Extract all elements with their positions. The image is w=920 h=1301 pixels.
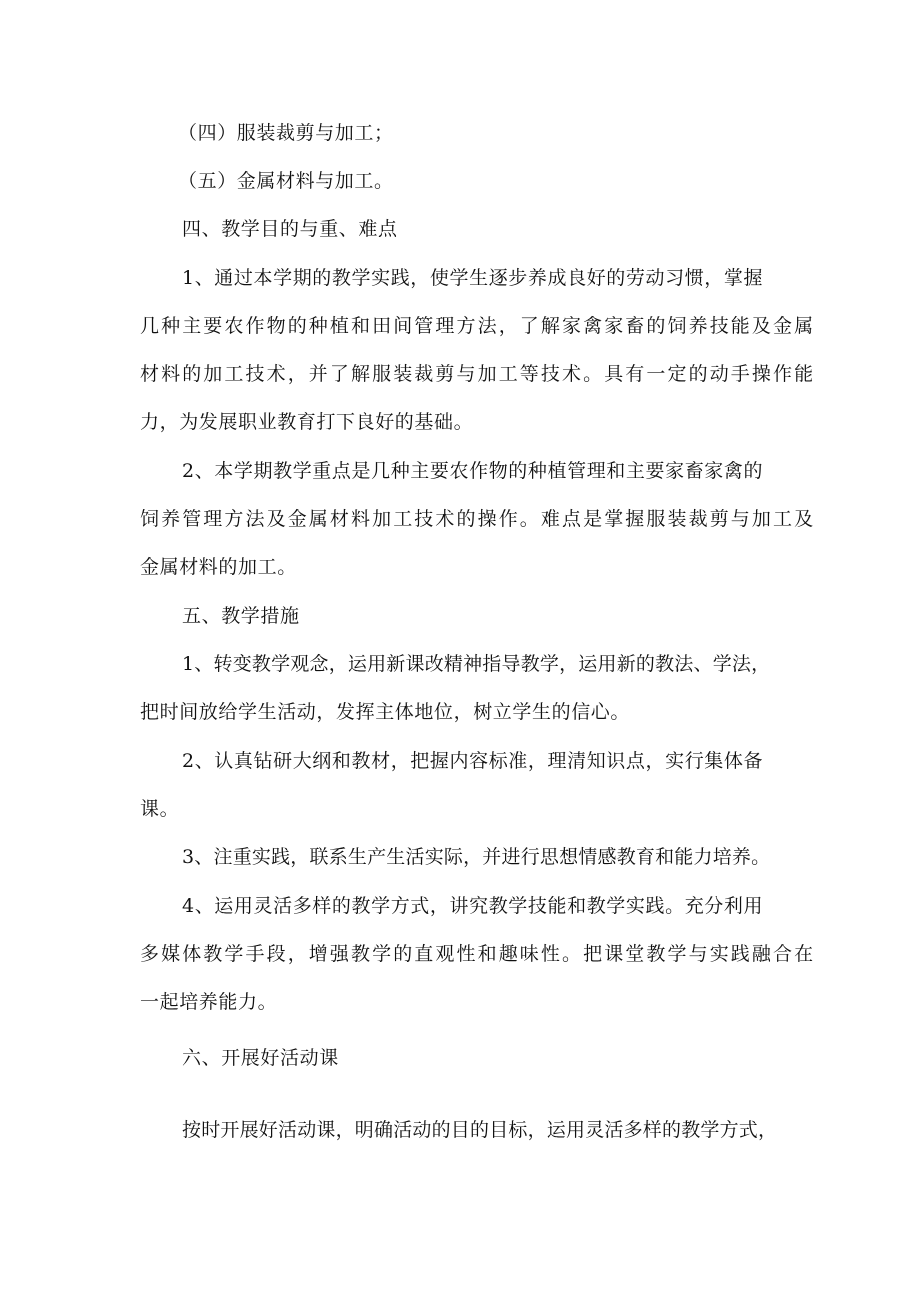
paragraph-line: 2、本学期教学重点是几种主要农作物的种植管理和主要家畜家禽的 bbox=[182, 460, 764, 482]
paragraph-line: 多媒体教学手段，增强教学的直观性和趣味性。把课堂教学与实践融合在 bbox=[140, 943, 816, 965]
paragraph-line: 2、认真钻研大纲和教材，把握内容标准，理清知识点，实行集体备 bbox=[182, 750, 764, 772]
paragraph-line: 1、转变教学观念，运用新课改精神指导教学，运用新的教法、学法， bbox=[182, 653, 771, 675]
section-heading-six: 六、开展好活动课 bbox=[182, 1047, 339, 1069]
paragraph-line: 金属材料的加工。 bbox=[140, 556, 297, 578]
paragraph-line: 按时开展好活动课，明确活动的目的目标，运用灵活多样的教学方式， bbox=[182, 1119, 778, 1141]
paragraph-line: 课。 bbox=[140, 798, 180, 820]
paragraph-line: 力，为发展职业教育打下良好的基础。 bbox=[140, 411, 474, 433]
paragraph-line: 1、通过本学期的教学实践，使学生逐步养成良好的劳动习惯，掌握 bbox=[182, 267, 764, 289]
paragraph-line: 把时间放给学生活动，发挥主体地位，树立学生的信心。 bbox=[140, 701, 631, 723]
paragraph-line: 饲养管理方法及金属材料加工技术的操作。难点是掌握服装裁剪与加工及 bbox=[140, 508, 816, 530]
paragraph-line: 一起培养能力。 bbox=[140, 991, 278, 1013]
sub-item-five: （五）金属材料与加工。 bbox=[178, 170, 394, 192]
section-heading-four: 四、教学目的与重、难点 bbox=[182, 218, 398, 240]
paragraph-line: 材料的加工技术，并了解服装裁剪与加工等技术。具有一定的动手操作能 bbox=[140, 363, 816, 385]
sub-item-four: （四）服装裁剪与加工； bbox=[178, 122, 394, 144]
section-heading-five: 五、教学措施 bbox=[182, 605, 300, 627]
paragraph-line: 3、注重实践，联系生产生活实际，并进行思想情感教育和能力培养。 bbox=[182, 846, 771, 868]
paragraph-line: 4、运用灵活多样的教学方式，讲究教学技能和教学实践。充分利用 bbox=[182, 895, 764, 917]
paragraph-line: 几种主要农作物的种植和田间管理方法，了解家禽家畜的饲养技能及金属 bbox=[140, 315, 816, 337]
